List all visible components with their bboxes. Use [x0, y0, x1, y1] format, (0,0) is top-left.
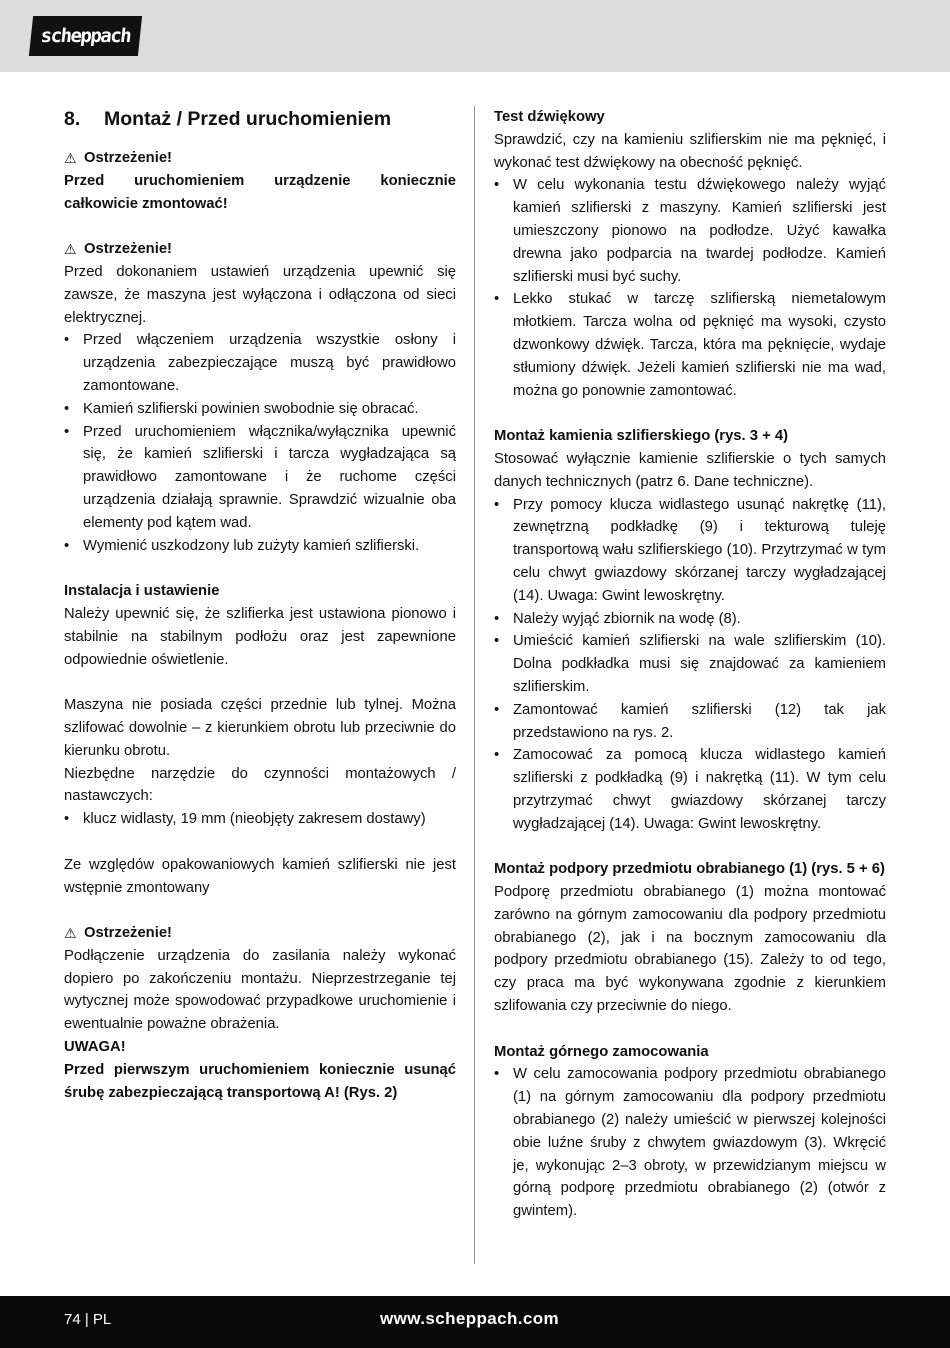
stone-mount-paragraph: Stosować wyłącznie kamienie szlifierskie o tych samych danych technicznych (patrz 6. Dane techniczne).	[494, 450, 886, 490]
uwaga-heading: UWAGA!	[64, 1039, 126, 1056]
section-title	[64, 106, 456, 132]
upper-mount-heading: Montaż górnego zamocowania	[494, 1043, 709, 1060]
warning-text-3: Podłączenie urządzenia do zasilania należy wykonać dopiero po zakończeniu montażu. Nieprzestrzeganie tej wytycznej może spowodować przypadkowe uruchomienie i ewentualnie poważne obrażenia.	[64, 947, 456, 1033]
section-number: 8.	[64, 108, 81, 130]
list-item: • Przed uruchomieniem włącznika/wyłącznika upewnić się, że kamień szlifierski i tarcza wygładzająca są prawidłowo zamontowane i że ruchome części urządzenia działają sprawnie. Sprawdzić wizualnie oba elementy pod kątem wad.	[64, 423, 456, 531]
list-item: • Przed włączeniem urządzenia wszystkie osłony i urządzenia zabezpieczające muszą być prawidłowo zamontowane.	[64, 332, 456, 394]
list-item: • Zamontować kamień szlifierski (12) tak jak przedstawiono na rys. 2.	[494, 701, 886, 741]
list-item: • Należy wyjąć zbiornik na wodę (8).	[494, 610, 741, 627]
support-mount-paragraph: Podporę przedmiotu obrabianego (1) można montować zarówno na górnym zamocowaniu dla podpory przedmiotu obrabianego (2), jak i na bocznym zamocowaniu dla podpory przedmiotu obrabianego (15). Zależy to od tego, czy praca ma być wykonywana zgodnie z kierunkiem szlifowania czy przeciwnie do niego.	[494, 884, 886, 1015]
column-divider	[474, 106, 475, 1264]
list-item: • Umieścić kamień szlifierski na wale szlifierskim (10). Dolna podkładka musi się znajdować za kamieniem szlifierskim.	[494, 633, 886, 695]
left-column	[64, 106, 456, 1104]
list-item: • Przy pomocy klucza widlastego usunąć nakrętkę (11), zewnętrzną podkładkę (9) i tekturową tuleję transportową wału szlifierskiego (10). Przytrzymać w tym celu chwyt gwiazdowy skórzanej tarczy wygładzającej (14). Uwaga: Gwint lewoskrętny.	[494, 496, 886, 604]
install-paragraph-3: Niezbędne narzędzie do czynności montażowych / nastawczych:	[64, 765, 456, 805]
packaging-paragraph: Ze względów opakowaniowych kamień szlifierski nie jest wstępnie zmontowany	[64, 856, 456, 896]
footer-bar	[0, 1296, 950, 1348]
sound-test-heading: Test dźwiękowy	[494, 109, 605, 125]
list-item: • W celu wykonania testu dźwiękowego należy wyjąć kamień szlifierski z maszyny. Kamień szlifierski jest umieszczony pionowo na podłodze. Użyć kawałka drewna jako podparcia na twardej podłodze. Kamień szlifierski musi być suchy.	[494, 177, 886, 285]
list-item: • klucz widlasty, 19 mm (nieobjęty zakresem dostawy)	[64, 811, 426, 828]
upper-mount-bullet-list	[494, 1063, 886, 1223]
warning-bullet-list	[64, 329, 456, 557]
section-title-text: Montaż / Przed uruchomieniem	[104, 108, 392, 130]
website-url: www.scheppach.com	[380, 1309, 560, 1328]
warning-heading-3: ⚠ Ostrzeżenie!	[64, 922, 456, 945]
right-column	[494, 106, 886, 1223]
warning-triangle-icon: ⚠	[64, 241, 77, 258]
warning-text-1: Przed uruchomieniem urządzenie koniecznie całkowicie zmontować!	[64, 172, 456, 212]
stone-mount-bullet-list	[494, 494, 886, 836]
install-bullet-list	[64, 808, 456, 831]
install-paragraph-2: Maszyna nie posiada części przednie lub tylnej. Można szlifować dowolnie – z kierunkiem obrotu lub przeciwnie do kierunku obrotu.	[64, 697, 456, 759]
uwaga-text: Przed pierwszym uruchomieniem koniecznie usunąć śrubę zabezpieczającą transportową A! (Rys. 2)	[64, 1061, 456, 1101]
list-item: • Wymienić uszkodzony lub zużyty kamień szlifierski.	[64, 537, 420, 554]
page-number: 74 | PL	[64, 1311, 112, 1328]
support-mount-heading: Montaż podpory przedmiotu obrabianego (1) (rys. 5 + 6)	[494, 861, 885, 878]
list-item: • Lekko stukać w tarczę szlifierską niemetalowym młotkiem. Tarcza wolna od pęknięć ma wysoki, czysto dzwonkowy dźwięk. Tarcza, która ma pęknięcie, wydaje stłumiony dźwięk. Jeżeli kamień szlifierski nie ma wad, można go ponownie zamontować.	[494, 291, 886, 399]
warning-heading-1: ⚠ Ostrzeżenie!	[64, 147, 456, 170]
warning-triangle-icon: ⚠	[64, 925, 77, 942]
scheppach-logo: scheppach	[29, 16, 142, 56]
list-item: • Zamocować za pomocą klucza widlastego kamień szlifierski z podkładką (9) i nakrętką (11). W tym celu przytrzymać chwyt gwiazdowy skórzanej tarczy wygładzającej (14). Uwaga: Gwint lewoskrętny.	[494, 747, 886, 832]
warning-triangle-icon: ⚠	[64, 150, 77, 166]
sound-test-paragraph: Sprawdzić, czy na kamieniu szlifierskim nie ma pęknięć, i wykonać test dźwiękowy na obecność pęknięć.	[494, 131, 886, 171]
install-heading: Instalacja i ustawienie	[64, 583, 220, 600]
warning-heading-2: ⚠ Ostrzeżenie!	[64, 238, 456, 261]
stone-mount-heading: Montaż kamienia szlifierskiego (rys. 3 + 4)	[494, 428, 788, 445]
sound-test-bullet-list	[494, 174, 886, 402]
install-paragraph-1: Należy upewnić się, że szlifierka jest ustawiona pionowo i stabilnie na stabilnym podłożu oraz jest zapewnione odpowiednie oświetlenie.	[64, 605, 456, 668]
list-item: • W celu zamocowania podpory przedmiotu obrabianego (1) na górnym zamocowaniu dla podpory przedmiotu obrabianego (2) należy umieścić w pierwszej kolejności obie luźne śruby z chwytem gwiazdowym (3). Wkręcić je, wykonując 2–3 obroty, w przewidzianym miejscu w górną podporę przedmiotu obrabianego (2) (otwór z gwintem).	[494, 1066, 886, 1220]
warning-text-2: Przed dokonaniem ustawień urządzenia upewnić się zawsze, że maszyna jest wyłączona i odłączona od sieci elektrycznej.	[64, 263, 456, 326]
list-item: • Kamień szlifierski powinien swobodnie się obracać.	[64, 400, 419, 417]
header-bar	[0, 0, 950, 72]
